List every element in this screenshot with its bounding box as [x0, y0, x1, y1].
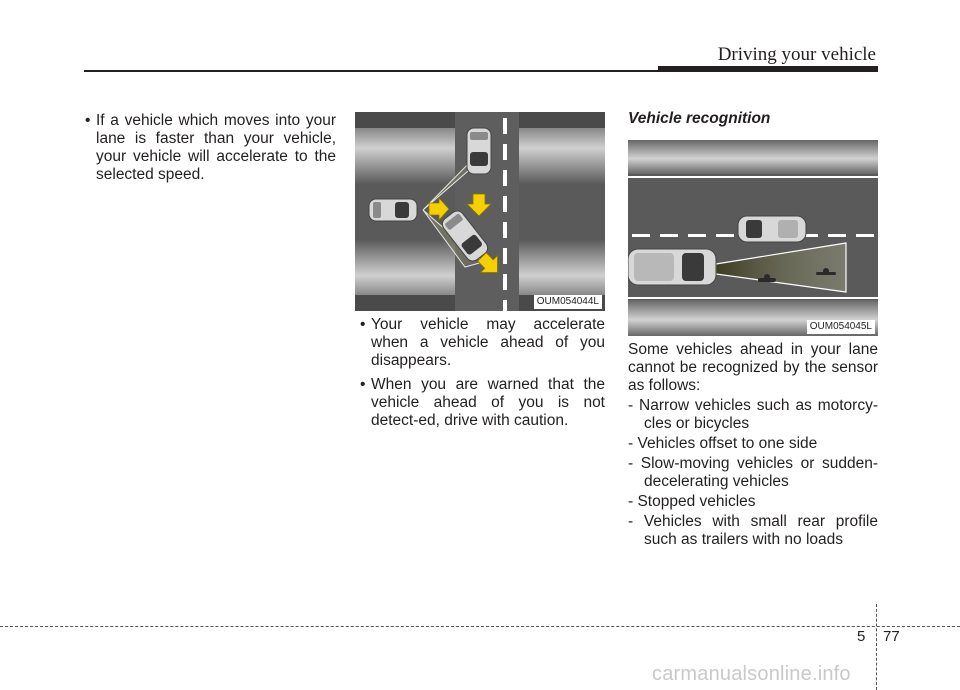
- bullet-vehicle-disappears: • Your vehicle may accelerate when a vehicle ahead of you disappears.: [355, 316, 605, 370]
- recognition-item: - Slow-moving vehicles or sudden-decelerating vehicles: [628, 455, 878, 490]
- footer-rule: [0, 626, 960, 627]
- footer-vertical-rule: [876, 604, 877, 690]
- section-heading-vehicle-recognition: Vehicle recognition: [628, 110, 771, 127]
- column-2: [355, 316, 605, 436]
- figure-cut-in-illustration: [355, 112, 605, 311]
- chapter-number: 5: [857, 628, 866, 645]
- header-rule-thick: [658, 66, 878, 72]
- column-3: [628, 341, 878, 551]
- recognition-item: - Vehicles offset to one side: [628, 435, 818, 452]
- recognition-item: - Narrow vehicles such as motorcy-cles or bicycles: [628, 397, 878, 432]
- own-car: [628, 249, 716, 285]
- figure-code-label: OUM054045L: [807, 320, 875, 334]
- recognition-item: - Vehicles with small rear profile such as trailers with no loads: [628, 513, 878, 548]
- header-rule-thin: [84, 70, 660, 72]
- car-left: [369, 199, 417, 221]
- car-upper-lane: [738, 216, 806, 242]
- recognition-item: - Stopped vehicles: [628, 493, 756, 510]
- column-1: [80, 112, 336, 190]
- section-header-title: Driving your vehicle: [717, 44, 876, 65]
- bullet-not-detected-warning: • When you are warned that the vehicle ahead of you is not detect-ed, drive with caution.: [355, 376, 605, 430]
- bullet-faster-vehicle: • If a vehicle which moves into your lane is faster than your vehicle, your vehicle will accelerate to the selected speed.: [80, 112, 336, 184]
- figure-vehicle-recognition: [628, 140, 878, 336]
- watermark: carmanualsonline.info: [652, 663, 851, 685]
- page-number: 77: [883, 628, 900, 645]
- recognition-intro: Some vehicles ahead in your lane cannot be recognized by the sensor as follows:: [628, 341, 878, 394]
- intersection-illustration: [355, 112, 605, 311]
- car-top: [467, 128, 491, 174]
- figure-code-label: OUM054044L: [534, 295, 602, 309]
- lane-recognition-illustration: [628, 140, 878, 336]
